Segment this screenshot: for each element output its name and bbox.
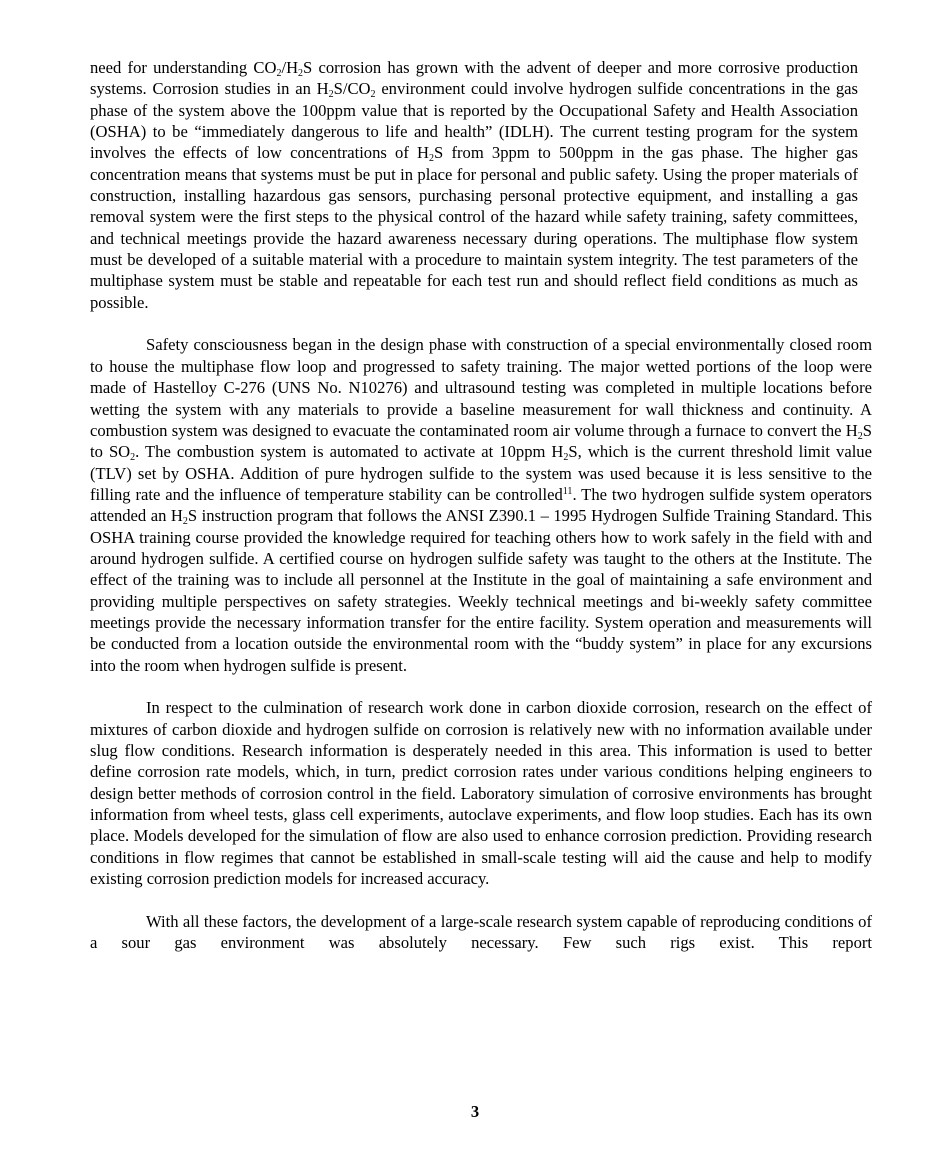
subscript: 2: [298, 68, 304, 79]
text-run: S/CO: [333, 79, 371, 99]
paragraph-2: [90, 334, 872, 676]
text-run: With all these factors, the development of a large-scale research system capable of reproducing conditions of a sour gas environment was absolutely necessary. Few such rigs exist. This report: [90, 911, 872, 953]
text-run: need for understanding CO: [90, 58, 277, 77]
text-run: In respect to the culmination of research work done in carbon dioxide corrosion, research on the effect of mixtures of carbon dioxide and hydrogen sulfide on corrosion is relatively new with no information available under slug flow conditions. Research information is desperately needed in this area. This information is used to better define corrosion rate models, which, in turn, predict corrosion rates under various conditions helping engineers to design better methods of corrosion control in the field. Laboratory simulation of corrosive environments has brought information from wheel tests, glass cell experiments, autoclave experiments, and flow loop studies. Each has its own place. Models developed for the simulation of flow are also used to enhance corrosion prediction. Providing research conditions in flow regimes that cannot be established in small-scale testing will aid the cause and help to modify existing corrosion prediction models for increased accuracy.: [90, 698, 872, 889]
document-body: [90, 57, 872, 953]
subscript: 2: [328, 89, 334, 101]
subscript: 2: [563, 452, 569, 464]
text-run: S corrosion has grown with the advent of deeper and more corrosive production systems. Corrosion studies in an H: [90, 58, 859, 99]
text-run: S, which is the current threshold limit value (TLV) set by OSHA. Addition of pure hydrogen sulfide to the system was used because it is less sensitive to the filling rate and the influence of temperature stability can be controlled: [90, 442, 872, 504]
paragraph-1: [90, 57, 858, 313]
text-run: . The two hydrogen sulfide system operators attended an H: [90, 484, 872, 526]
subscript: 2: [130, 452, 136, 464]
page-number: 3: [470, 1102, 480, 1121]
paragraph-4: [90, 911, 872, 954]
subscript: 2: [429, 153, 435, 165]
subscript: 2: [182, 516, 188, 528]
text-run: . The combustion system is automated to activate at 10ppm H: [135, 442, 564, 462]
text-run: /H: [281, 58, 299, 77]
subscript: 2: [370, 89, 376, 101]
text-run: S instruction program that follows the ANSI Z390.1 – 1995 Hydrogen Sulfide Training Standard. This OSHA training course provided the knowledge required for teaching others how to work safely in the field with and around hydrogen sulfide. A certified course on hydrogen sulfide safety was taught to the others at the Institute. The effect of the training was to include all personnel at the Institute in the goal of maintaining a safe environment and providing multiple perspectives on safety strategies. Weekly technical meetings and bi-weekly safety committee meetings provide the necessary information transfer for the entire facility. System operation and measurements will be conducted from a location outside the environmental room with the “buddy system” in place for any excursions into the room when hydrogen sulfide is present.: [90, 506, 872, 675]
paragraph-3: [90, 697, 872, 889]
subscript: 2: [276, 68, 282, 79]
reference-superscript: 11: [562, 485, 573, 497]
text-run: S to SO: [90, 420, 872, 462]
text-run: Safety consciousness began in the design phase with construction of a special environmentally closed room to house the multiphase flow loop and progressed to safety training. The major wetted portions of the loop were made of Hastelloy C-276 (UNS No. N10276) and ultrasound testing was completed in multiple locations before wetting the system with any materials to provide a baseline measurement for wall thickness and continuity. A combustion system was designed to evacuate the contaminated room air volume through a furnace to convert the H: [90, 335, 872, 440]
text-run: environment could involve hydrogen sulfide concentrations in the gas phase of the system above the 100ppm value that is reported by the Occupational Safety and Health Association (OSHA) to be “immediately dangerous to life and health” (IDLH). The current testing program for the system involves the effects of low concentrations of H: [90, 79, 858, 163]
subscript: 2: [857, 430, 863, 442]
text-run: S from 3ppm to 500ppm in the gas phase. The higher gas concentration means that systems must be put in place for personal and public safety. Using the proper materials of construction, installing hazardous gas sensors, purchasing personal protective equipment, and installing a gas removal system were the first steps to the physical control of the hazard while safety training, safety committees, and technical meetings provide the hazard awareness necessary during operations. The multiphase flow system must be developed of a suitable material with a procedure to maintain system integrity. The test parameters of the multiphase system must be stable and repeatable for each test run and should reflect field conditions as much as possible.: [90, 143, 858, 312]
